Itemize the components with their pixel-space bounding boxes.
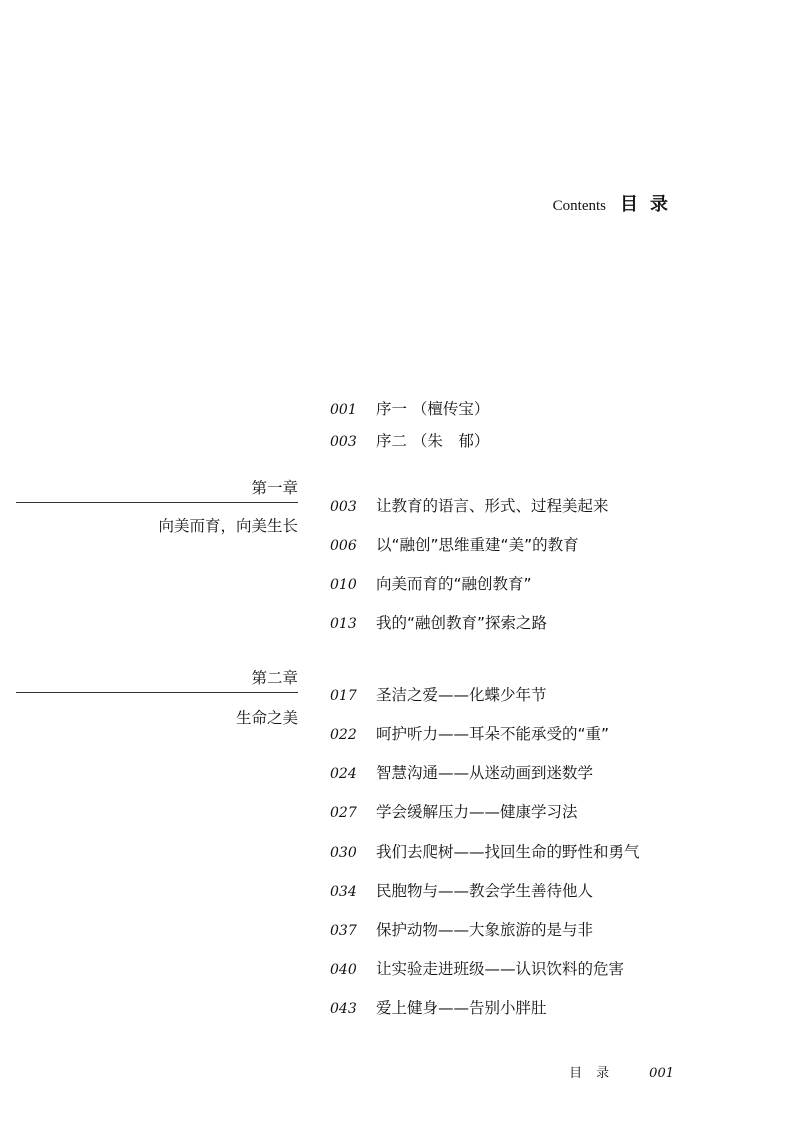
page-number: 022 [330, 727, 357, 743]
page-number: 034 [330, 884, 357, 900]
toc-entry[interactable] [330, 722, 609, 744]
footer-label: 目录 [569, 1066, 624, 1081]
toc-entry[interactable] [330, 611, 547, 633]
contents-heading-cn: 目录 [620, 194, 680, 215]
page-number: 003 [330, 499, 357, 515]
entry-title: 圣洁之爱——化蝶少年节 [376, 686, 547, 704]
page-number: 013 [330, 616, 357, 632]
page-number: 043 [330, 1001, 357, 1017]
page-number: 040 [330, 962, 357, 978]
entry-title: 呵护听力——耳朵不能承受的“重” [376, 725, 610, 743]
toc-entry[interactable] [330, 879, 593, 901]
page-number: 010 [330, 577, 357, 593]
footer-page-number: 001 [649, 1066, 674, 1081]
page-number: 024 [330, 766, 357, 782]
toc-entry-preface-1[interactable] [330, 397, 489, 419]
page-number: 003 [330, 434, 357, 450]
entry-title: 向美而育的“融创教育” [376, 575, 532, 593]
entry-title: 我们去爬树——找回生命的野性和勇气 [376, 843, 640, 861]
chapter-2-title: 生命之美 [235, 709, 298, 727]
toc-entry-preface-2[interactable] [330, 429, 489, 451]
toc-entry[interactable] [330, 683, 547, 705]
entry-title: 序二 （朱 郁） [376, 432, 490, 450]
entry-title: 让教育的语言、形式、过程美起来 [376, 497, 609, 515]
entry-title: 保护动物——大象旅游的是与非 [376, 921, 594, 939]
chapter-2-divider [16, 692, 298, 693]
chapter-1-label: 第一章 [251, 479, 298, 497]
chapter-1-divider [16, 502, 298, 503]
toc-entry[interactable] [330, 918, 593, 940]
entry-title: 序一 （檀传宝） [376, 400, 490, 418]
entry-title: 让实验走进班级——认识饮料的危害 [376, 960, 625, 978]
toc-entry[interactable] [330, 957, 624, 979]
page-number: 030 [330, 845, 357, 861]
chapter-2-label: 第二章 [251, 669, 298, 687]
contents-heading-en: Contents [552, 198, 606, 214]
chapter-1-title: 向美而育，向美生长 [158, 517, 298, 535]
entry-title: 我的“融创教育”探索之路 [376, 614, 548, 632]
toc-entry[interactable] [330, 494, 609, 516]
toc-entry[interactable] [330, 572, 532, 594]
entry-title: 民胞物与——教会学生善待他人 [376, 882, 594, 900]
entry-title: 智慧沟通——从迷动画到迷数学 [376, 764, 594, 782]
page-number: 001 [330, 402, 357, 418]
toc-entry[interactable] [330, 800, 578, 822]
toc-header [552, 190, 680, 216]
page-number: 027 [330, 805, 357, 821]
toc-entry[interactable] [330, 840, 640, 862]
page-number: 006 [330, 538, 357, 554]
entry-title: 以“融创”思维重建“美”的教育 [376, 536, 579, 554]
entry-title: 爱上健身——告别小胖肚 [376, 999, 547, 1017]
entry-title: 学会缓解压力——健康学习法 [376, 803, 578, 821]
page-footer [569, 1062, 674, 1081]
page-number: 017 [330, 688, 357, 704]
toc-entry[interactable] [330, 761, 593, 783]
toc-entry[interactable] [330, 996, 547, 1018]
toc-entry[interactable] [330, 533, 579, 555]
page-number: 037 [330, 923, 357, 939]
